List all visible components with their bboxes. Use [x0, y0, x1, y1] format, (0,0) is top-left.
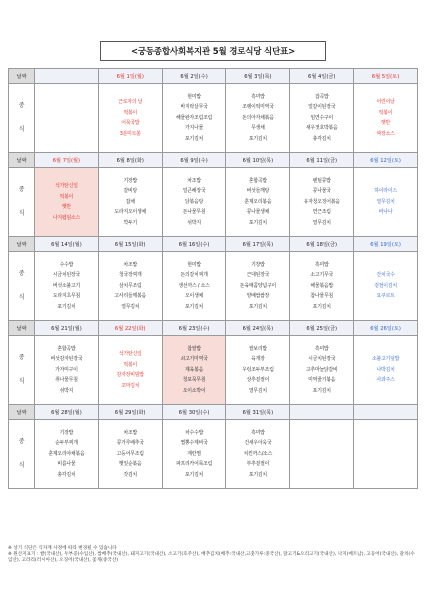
menu-item: 총각김치 [312, 135, 331, 142]
day-date: 6월 18일(금) [290, 237, 354, 252]
menu-item: 포기김치 [185, 303, 204, 310]
menu-item: 혼합곡밥 [57, 345, 76, 352]
menu-item: 오이소박이 [182, 387, 206, 394]
day-menu [226, 84, 290, 153]
day-menu [290, 84, 354, 153]
menu-item: 시금치된장국 [52, 272, 80, 279]
menu-item: 오이생채 [185, 293, 204, 300]
menu-item: 포기김치 [312, 387, 331, 394]
day-date: 6월 28일(월) [35, 405, 99, 420]
menu-item: 콩나물생채 [246, 209, 270, 216]
menu-item: 렌틸콩밥 [312, 177, 331, 184]
day-date: 6월 24일(목) [226, 321, 290, 336]
menu-item: 어묵국밥 [121, 120, 140, 126]
menu-item: 차조밥 [123, 261, 138, 268]
day-date: 6월 30일(수) [162, 405, 226, 420]
date-label: 날짜 [9, 237, 35, 252]
day-menu [226, 336, 290, 405]
meal-label-top: 중 [18, 270, 25, 277]
meal-label-spacer [9, 112, 34, 124]
menu-item: 포기김치 [248, 219, 267, 226]
menu-item: 소고기무국 [310, 272, 334, 279]
day-menu [226, 420, 290, 489]
day-menu [354, 168, 418, 237]
menu-item: 훈제오리볶음 [244, 198, 272, 205]
day-menu [162, 420, 226, 489]
menu-item: 쩜뽕수제비국 [180, 440, 208, 447]
menu-item: 삼치무조림 [118, 282, 142, 289]
menu-item: 차수수밥 [185, 429, 204, 436]
menu-item: 기장밥 [123, 177, 138, 184]
meal-label [9, 336, 35, 405]
day-date: 6월 21일(월) [35, 321, 99, 336]
day-menu [226, 252, 290, 321]
day-date: 6월 12일(토) [354, 153, 418, 168]
menu-item: 해물완자조림조림 [175, 114, 213, 121]
menu-item: 가자미구이 [55, 366, 78, 373]
day-menu [162, 252, 226, 321]
day-date: 6월 17일(목) [226, 237, 290, 252]
day-menu [98, 420, 162, 489]
menu-item: 갓김치 [123, 471, 138, 478]
menu-item: 취나물무침 [55, 377, 78, 384]
menu-item: 가지나물 [185, 125, 204, 132]
menu-item: 열무김치 [121, 303, 140, 310]
menu-item: 양배쌈쌈장 [246, 293, 270, 300]
day-menu [354, 336, 418, 405]
day-date [354, 405, 418, 420]
menu-item: 해물볶음밥 [310, 282, 334, 289]
day-date: 6월 8일(화) [98, 153, 162, 168]
menu-item: 흑미밥 [251, 429, 265, 436]
meal-label-bottom: 식 [18, 378, 25, 385]
day-date: 6월 22일(화) [98, 321, 162, 336]
day-date: 6월 19일(토) [354, 237, 418, 252]
menu-item: 돈의갈치찌개 [180, 272, 208, 279]
date-row [9, 321, 418, 336]
menu-item: 고등어무조림 [116, 450, 144, 457]
day-menu [35, 252, 99, 321]
menu-item: 섞박지 [59, 387, 74, 394]
menu-item: 포기김치 [248, 471, 267, 478]
menu-item: 혼합곡밥 [248, 177, 267, 184]
meal-label-top: 중 [18, 102, 25, 109]
menu-item: 바지락살무국 [180, 104, 208, 111]
day-date: 6월 31일(목) [226, 405, 290, 420]
menu-item: 돈의아자채볶음 [242, 114, 274, 121]
day-menu [354, 84, 418, 153]
menu-item: 기장밥 [251, 261, 265, 268]
menu-item: 떡볶이 [59, 193, 74, 200]
menu-item: 도라지오이생채 [114, 209, 147, 216]
date-label: 날짜 [9, 69, 35, 84]
menu-item: 현미밥 [187, 261, 201, 268]
day-date: 6월 5일(토) [354, 69, 418, 84]
day-menu [162, 168, 226, 237]
menu-item: 육개장 [251, 356, 265, 363]
page-title: <궁동종합사회복지관 5월 경로식당 식단표> [100, 41, 326, 61]
day-menu [35, 336, 99, 405]
meal-label-spacer [9, 364, 34, 376]
date-row [9, 153, 418, 168]
menu-item: 무생채 [251, 125, 265, 132]
menu-item: 섞박지 [187, 219, 201, 226]
meal-label-bottom: 식 [18, 462, 25, 469]
menu-item: 총각김치 [57, 471, 76, 478]
menu-item: 갈비탕 [123, 188, 138, 195]
date-label: 날짜 [9, 153, 35, 168]
menu-item: 햇반 [381, 120, 391, 126]
menu-item: 흑미밥 [314, 261, 329, 268]
meal-label-spacer [9, 448, 34, 460]
menu-item: 비름나물 [57, 461, 76, 468]
menu-item: 훈제오리야채볶음 [48, 450, 85, 457]
day-date: 6월 4일(금) [290, 69, 354, 84]
menu-item: 도라지초무침 [52, 293, 80, 300]
day-menu [226, 168, 290, 237]
menu-item: 버섯소불고기 [52, 282, 80, 289]
menu-item: 계란찜 [187, 450, 201, 457]
day-menu [98, 336, 162, 405]
menu-item: 버섯들깨탕 [246, 188, 270, 195]
menu-item: 열무김치 [312, 219, 331, 226]
menu-item: 상추겉절이 [246, 377, 270, 384]
menu-item: 하이라이스 [374, 188, 397, 195]
day-date: 6월 2일(수) [162, 69, 226, 84]
menu-item: 근대된장국 [246, 272, 270, 279]
menu-item: 포기김치 [57, 303, 76, 310]
menu-item: 우렁조두부조림 [242, 366, 274, 373]
menu-item: 포기김치 [248, 303, 267, 310]
menu-item: 고추마늘닭갈비 [305, 366, 338, 373]
menu-item: 떡볶이 [378, 109, 393, 116]
meal-label [9, 420, 35, 489]
meal-label-bottom: 식 [18, 294, 25, 301]
day-menu [290, 168, 354, 237]
menu-item: 기장밥 [59, 429, 74, 436]
menu-item: 나지펩덤소스 [52, 214, 80, 221]
menu-item: 닭볶음탕 [185, 198, 204, 205]
day-menu [98, 84, 162, 153]
menu-item: 사과주스 [376, 377, 395, 384]
menu-item: 수수밥 [59, 261, 74, 268]
menu-item: 얼큰해장국 [182, 188, 206, 195]
menu-item: 흑미밥 [251, 93, 265, 100]
day-date: 6월 3일(목) [226, 69, 290, 84]
menu-item: 요쿠르트 [376, 293, 395, 300]
menu-item: 파프리카어묵조림 [175, 461, 213, 468]
menu-item: 흑미밥 [314, 345, 329, 352]
day-date: 6월 25일(금) [290, 321, 354, 336]
day-date: 6월 11일(금) [290, 153, 354, 168]
menu-table [8, 68, 418, 489]
day-menu [354, 252, 418, 321]
day-date: 6월 23일(수) [162, 321, 226, 336]
menu-item: 바나나 [378, 209, 393, 216]
menu-item: 소불고기덮밥 [371, 356, 400, 363]
menu-item: 임연수구이 [310, 114, 334, 121]
menu-item: 나박김치 [376, 366, 395, 373]
menu-item: 새우젓호박볶음 [305, 125, 338, 132]
day-menu [98, 252, 162, 321]
menu-row [9, 84, 418, 153]
menu-row [9, 336, 418, 405]
meal-label-bottom: 식 [18, 126, 25, 133]
day-menu [290, 336, 354, 405]
menu-item: 조랭이떡미역국 [242, 104, 274, 111]
menu-item: 감자장비빔밥 [116, 372, 144, 378]
menu-item: 햇잎순볶음 [118, 461, 142, 468]
menu-item: 잔치국수 [376, 272, 395, 279]
menu-item: 포기김치 [185, 471, 204, 478]
menu-item: 생선까스 / 소스 [178, 282, 210, 289]
menu-item: 버섯감자된장국 [50, 356, 83, 363]
menu-item: 부추겉절이 [246, 461, 270, 468]
menu-item: 돈나물무침 [182, 209, 206, 216]
note-origin: ※ 원산지표기 : 쌀(국내산), 두부콩(수입산), 쌈배추(국내산), 돼지고기(국내산), 소고기(호주산), 배추김치(배추:국내산,고춧가루:중국산), 닭고기&오리고기(국내산), 낙지(베트남), 고등어(국내산), 갈치(수입산), 고라리(러시아산), 오징어(국내산), 꽃게(중국산) [8, 552, 415, 564]
meal-label-spacer [9, 280, 34, 292]
menu-item: 차조밥 [123, 429, 138, 436]
menu-item: 포기김치 [312, 303, 331, 310]
menu-item: 참나물무침 [310, 293, 334, 300]
menu-item: 치킨까스/소스 [243, 450, 273, 457]
day-date: 6월 15일(화) [98, 237, 162, 252]
day-date: 6월 26일(토) [354, 321, 418, 336]
menu-item: 겉절이김치 [374, 282, 397, 289]
date-label: 날짜 [9, 405, 35, 420]
menu-item: 3분미트볼 [119, 130, 141, 137]
day-menu [290, 420, 354, 489]
day-date: 6월 9일(수) [162, 153, 226, 168]
menu-item: 차조밥 [187, 177, 201, 184]
menu-item: 잡채 [125, 198, 135, 205]
meal-label-top: 중 [18, 186, 25, 193]
note-change: ※ 상기 식단은 식자재 사정에 따라 변경될 수 있습니다 [8, 546, 117, 551]
meal-label-bottom: 식 [18, 210, 25, 217]
menu-item: 고사리들깨볶음 [114, 293, 147, 300]
meal-label-top: 중 [18, 354, 25, 361]
day-menu [35, 84, 99, 153]
date-label: 날짜 [9, 321, 35, 336]
menu-item: 짜장소스 [376, 130, 395, 137]
menu-item: 미역줄기볶음 [308, 377, 336, 384]
menu-item: 햇반 [61, 204, 71, 210]
day-date: 6월 14일(월) [35, 237, 99, 252]
menu-item: 쌀보리밥 [248, 345, 267, 352]
day-menu [290, 252, 354, 321]
day-menu [98, 168, 162, 237]
menu-row [9, 252, 418, 321]
meal-label-top: 중 [18, 438, 25, 445]
menu-row [9, 420, 418, 489]
menu-item: 꼬마김치 [121, 382, 140, 389]
day-date [290, 405, 354, 420]
menu-item: 열무김치 [376, 198, 395, 205]
day-menu [354, 420, 418, 489]
meal-label [9, 252, 35, 321]
menu-item: 깍두기 [123, 219, 138, 226]
menu-item: 찹쌀밥 [187, 345, 201, 352]
menu-item: 돈육매콤양념구이 [239, 282, 276, 289]
day-menu [35, 420, 99, 489]
menu-item: 포기김치 [248, 135, 267, 142]
day-date: 6월 16일(수) [162, 237, 226, 252]
menu-item: 잡곡밥 [314, 93, 329, 100]
day-date [35, 69, 99, 84]
menu-item: 순두부찌개 [55, 440, 78, 447]
menu-item: 석가탄신일 [55, 183, 78, 189]
menu-item: 떡볶이 [123, 109, 138, 116]
date-row [9, 405, 418, 420]
day-date: 6월 1일(월) [98, 69, 162, 84]
menu-item: 제육볶음 [185, 366, 204, 373]
menu-item: 어린이날 [376, 99, 395, 105]
menu-item: 포기김치 [185, 135, 204, 142]
date-row [9, 237, 418, 252]
menu-item: 석가탄신일 [118, 351, 142, 357]
menu-item: 콩가루배추국 [116, 440, 144, 447]
menu-item: 근로자의 날 [118, 99, 143, 105]
menu-item: 건새우아욱국 [244, 440, 272, 447]
menu-row [9, 168, 418, 237]
day-menu [162, 336, 226, 405]
day-menu [35, 168, 99, 237]
menu-item: 시금치된장국 [308, 356, 336, 363]
menu-item: 얼갈이된장국 [308, 104, 336, 111]
meal-label [9, 168, 35, 237]
menu-item: 유자청오징어볶음 [303, 198, 340, 205]
menu-item: 현미밥 [187, 93, 201, 100]
menu-item: 청국장찌개 [118, 272, 142, 279]
meal-label [9, 84, 35, 153]
menu-item: 청포묵무침 [182, 377, 206, 384]
notes [8, 546, 418, 565]
day-date: 6월 7일(월) [35, 153, 99, 168]
meal-label-spacer [9, 196, 34, 208]
menu-item: 콩나물국 [312, 188, 331, 195]
day-menu [162, 84, 226, 153]
menu-item: 쇠고기미역국 [180, 356, 208, 363]
menu-item: 연근조림 [312, 209, 331, 216]
menu-item: 떡볶이 [123, 361, 138, 368]
day-date: 6월 29일(화) [98, 405, 162, 420]
menu-item: 열무김치 [248, 387, 267, 394]
date-row [9, 69, 418, 84]
day-date: 6월 10일(목) [226, 153, 290, 168]
